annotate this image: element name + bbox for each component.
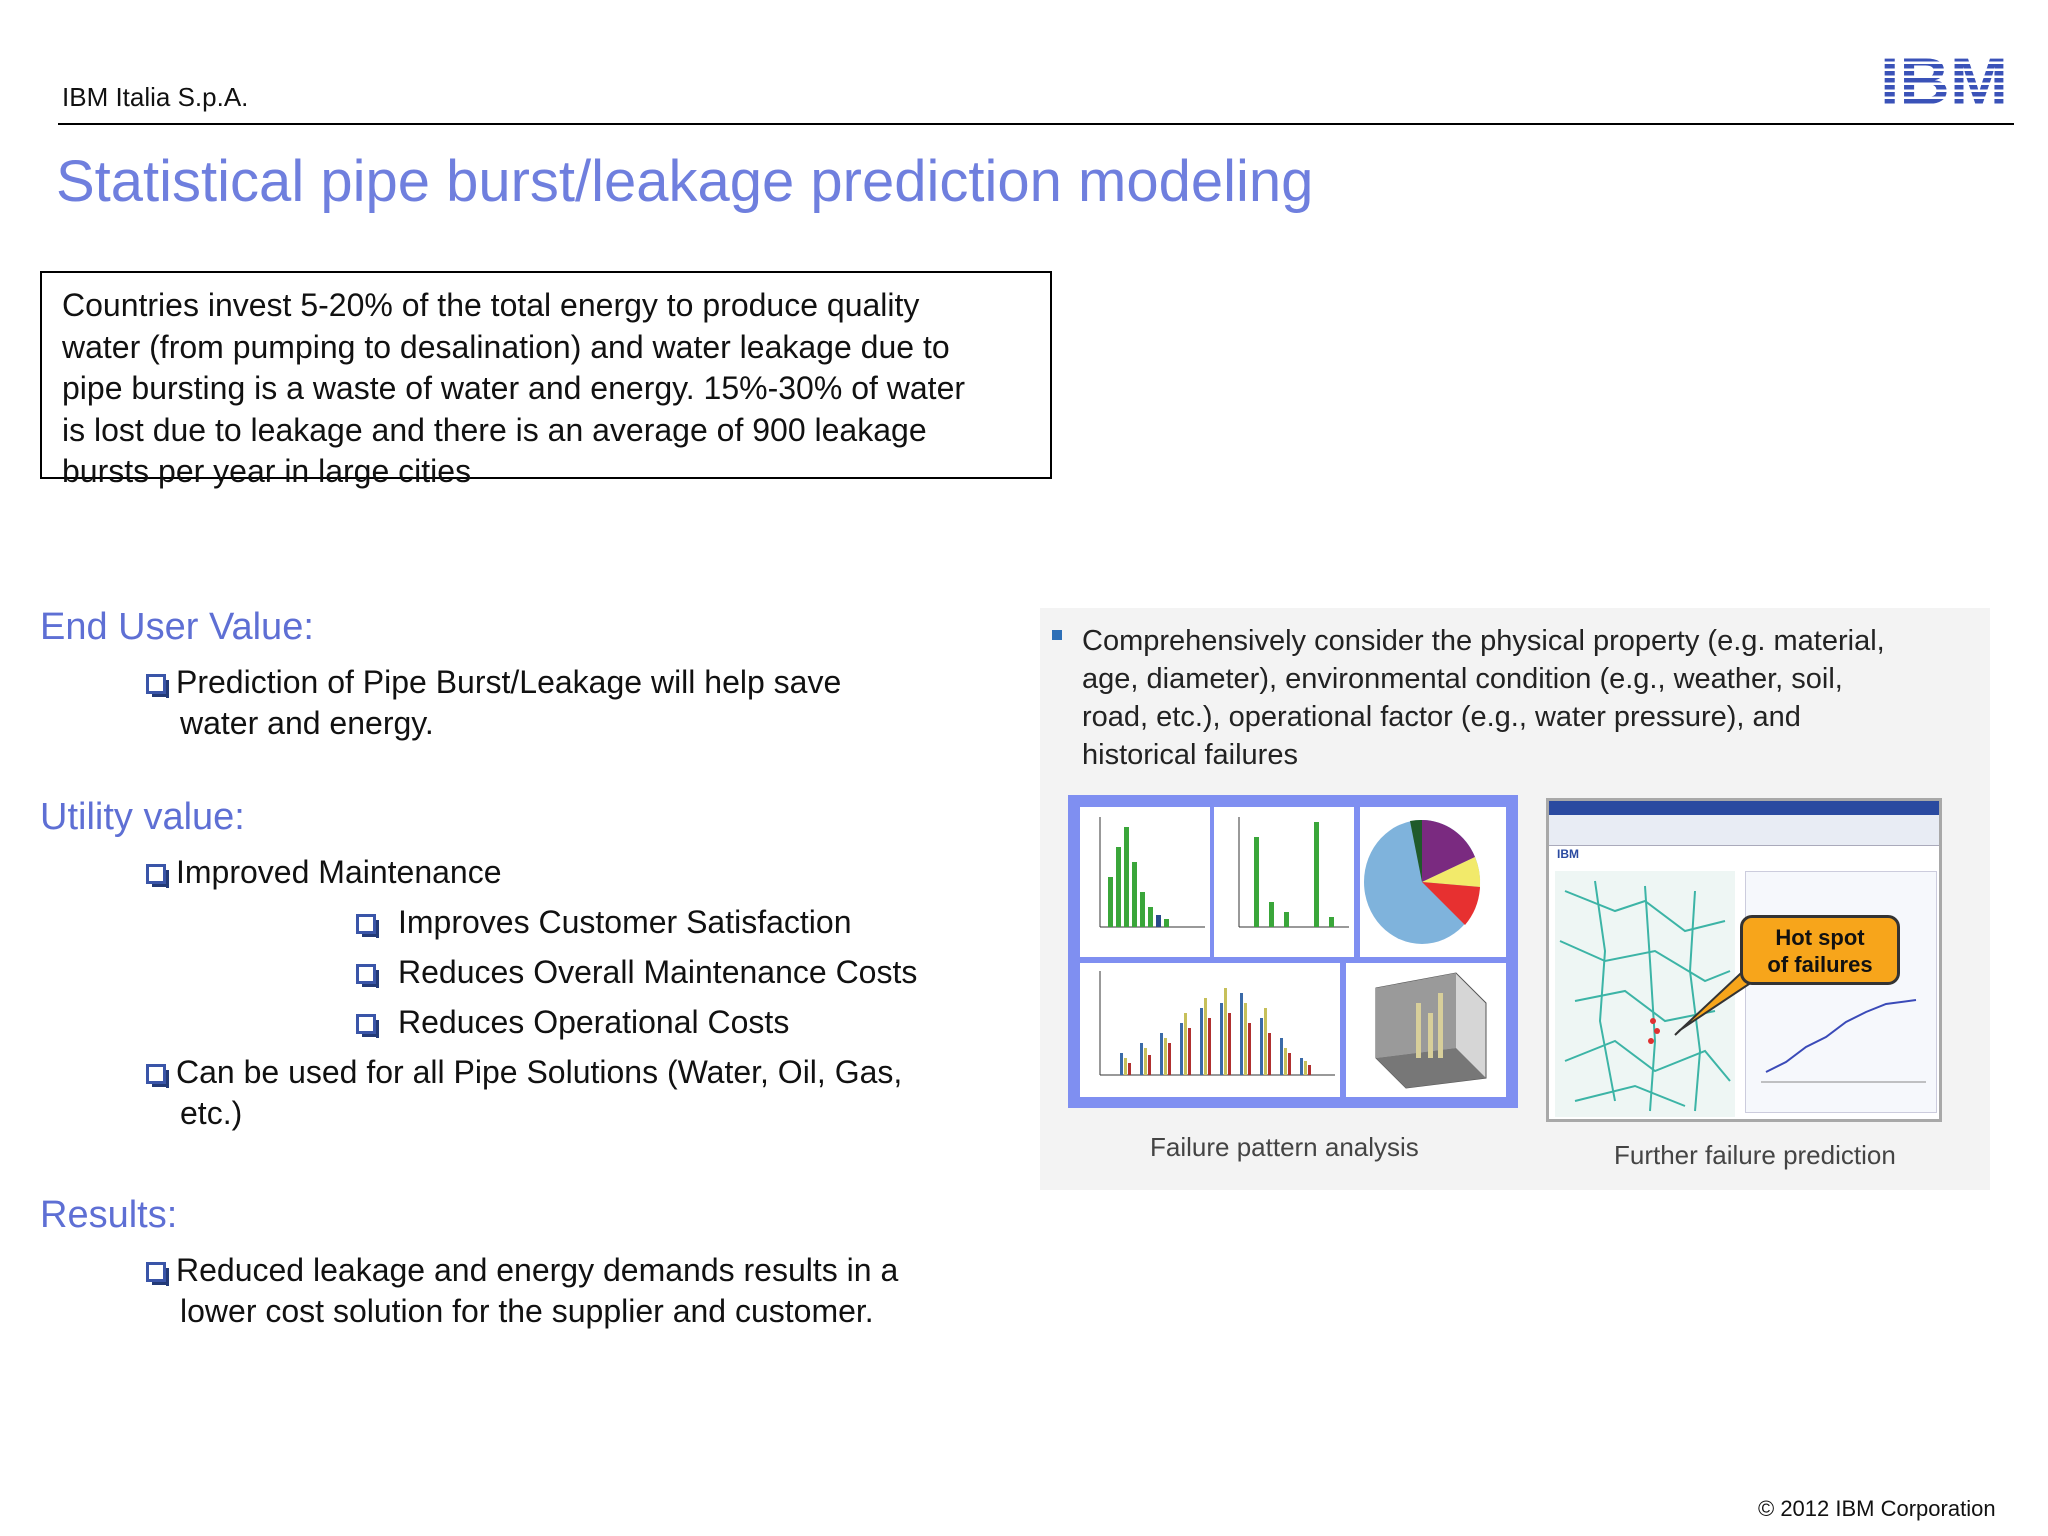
window-titlebar — [1549, 801, 1939, 815]
intro-line: pipe bursting is a waste of water and energy. 15%-30% of water — [62, 370, 966, 406]
copyright: © 2012 IBM Corporation — [1758, 1496, 1996, 1521]
utility-subitem-text: Reduces Overall Maintenance Costs — [398, 954, 918, 990]
utility-subitem — [356, 902, 852, 943]
bar-chart-thumbnail — [1214, 807, 1354, 957]
callout-line: of failures — [1767, 952, 1873, 977]
app-brand: IBM — [1557, 847, 1579, 861]
end-user-heading: End User Value: — [40, 606, 314, 648]
ibm-logo-text: IBM — [1880, 50, 2008, 106]
pie-chart-thumbnail — [1360, 807, 1506, 957]
caption-right: Further failure prediction — [1614, 1140, 1896, 1170]
page-title: Statistical pipe burst/leakage prediction modeling — [56, 149, 1314, 214]
figure-bullet-line: Comprehensively consider the physical property (e.g. material, — [1082, 625, 1885, 657]
ibm-logo — [1878, 50, 2010, 106]
checkbox-bullet-icon — [146, 674, 166, 694]
results-item — [146, 1250, 898, 1332]
intro-line: bursts per year in large cities — [62, 453, 472, 489]
bar-chart-thumbnail — [1080, 807, 1210, 957]
intro-line: is lost due to leakage and there is an average of 900 leakage — [62, 411, 927, 448]
utility-heading: Utility value: — [40, 796, 245, 838]
checkbox-bullet-icon — [356, 914, 376, 934]
figure-bullet-line: road, etc.), operational factor (e.g., water pressure), and — [1082, 701, 1801, 733]
end-user-item-line: water and energy. — [180, 705, 434, 741]
chart-thumbnails-panel — [1068, 795, 1518, 1108]
figure-bullet-text — [1082, 622, 1885, 774]
square-bullet-icon — [1052, 630, 1062, 640]
figure-bullet-line: historical failures — [1082, 739, 1298, 771]
hot-spot-callout — [1740, 915, 1900, 985]
caption-left: Failure pattern analysis — [1150, 1132, 1419, 1162]
utility-item — [146, 1052, 902, 1134]
utility-item-text: Improved Maintenance — [176, 854, 502, 890]
utility-item-line: etc.) — [180, 1095, 243, 1131]
utility-item — [146, 852, 502, 893]
utility-item-line: Can be used for all Pipe Solutions (Water, Oil, Gas, — [176, 1054, 903, 1090]
end-user-item-line: Prediction of Pipe Burst/Leakage will help save — [176, 664, 842, 700]
results-heading: Results: — [40, 1194, 178, 1236]
results-item-line: Reduced leakage and energy demands results in a — [176, 1252, 899, 1288]
checkbox-bullet-icon — [146, 864, 166, 884]
end-user-item — [146, 662, 841, 744]
checkbox-bullet-icon — [146, 1262, 166, 1282]
utility-subitem-text: Reduces Operational Costs — [398, 1004, 790, 1040]
intro-line: water (from pumping to desalination) and water leakage due to — [62, 328, 950, 365]
grouped-bar-chart-thumbnail — [1080, 963, 1340, 1097]
checkbox-bullet-icon — [356, 1014, 376, 1034]
utility-subitem-text: Improves Customer Satisfaction — [398, 904, 852, 940]
header-divider — [58, 123, 2014, 125]
figure-bullet-line: age, diameter), environmental condition (e.g., weather, soil, — [1082, 663, 1843, 695]
checkbox-bullet-icon — [356, 964, 376, 984]
3d-chart-thumbnail — [1346, 963, 1506, 1097]
company-name: IBM Italia S.p.A. — [62, 82, 249, 112]
intro-box — [40, 271, 1052, 489]
results-item-line: lower cost solution for the supplier and customer. — [180, 1293, 874, 1329]
intro-line: Countries invest 5-20% of the total energy to produce quality — [62, 287, 920, 323]
callout-line: Hot spot — [1775, 925, 1865, 950]
prediction-panel — [1745, 871, 1937, 1113]
checkbox-bullet-icon — [146, 1064, 166, 1084]
utility-subitem — [356, 1002, 789, 1043]
browser-toolbar — [1549, 815, 1939, 846]
utility-subitem — [356, 952, 917, 993]
